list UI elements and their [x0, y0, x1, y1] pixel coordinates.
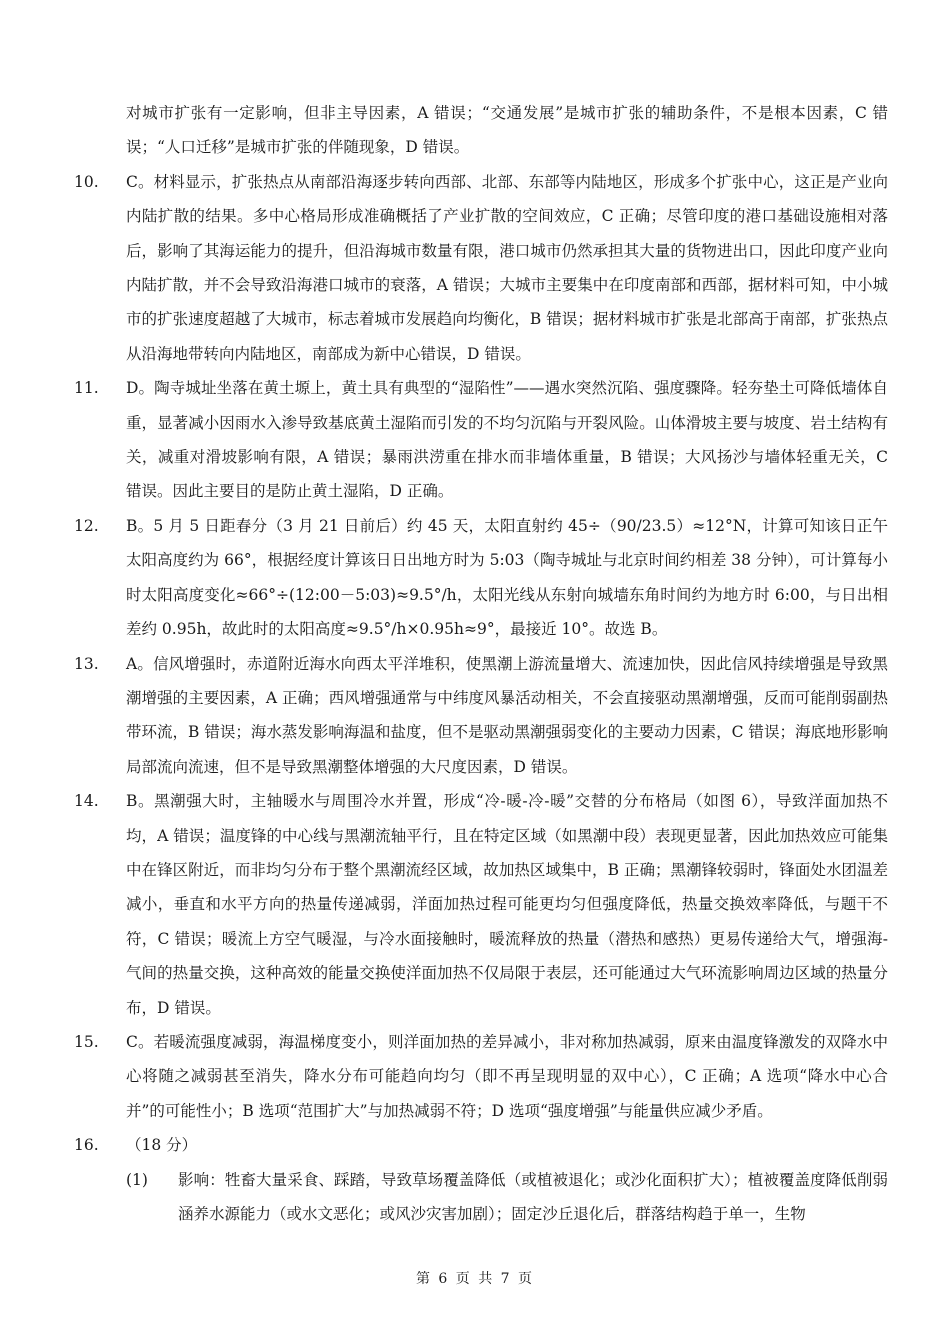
item-number: 11.	[74, 379, 99, 398]
sub-item-text: 影响：牲畜大量采食、踩踏，导致草场覆盖降低（或植被退化；或沙化面积扩大）；植被覆盖度降低削弱涵养水源能力（或水文恶化；或风沙灾害加剧）；固定沙丘退化后，群落结构趋于单一，生物	[178, 1170, 888, 1223]
answer-content	[74, 96, 888, 1231]
item-number: 12.	[74, 516, 99, 535]
sub-item-number: (1)	[126, 1170, 148, 1189]
item-number: 14.	[74, 792, 99, 811]
item-text: D。陶寺城址坐落在黄土塬上，黄土具有典型的“湿陷性”——遇水突然沉陷、强度骤降。轻夯垫土可降低墙体自重，显著减小因雨水入渗导致基底黄土湿陷而引发的不均匀沉陷与开裂风险。山体滑坡主要与坡度、岩土结构有关，减重对滑坡影响有限，A 错误；暴雨洪涝重在排水而非墙体重量，B 错误；大风扬沙与墙体轻重无关，C 错误。因此主要目的是防止黄土湿陷，D 正确。	[126, 379, 888, 501]
answer-sub-item-1	[74, 1163, 888, 1232]
page-footer: 第 6 页 共 7 页	[415, 1271, 535, 1287]
item-number: 10.	[74, 172, 99, 191]
answer-item-12	[74, 509, 888, 647]
intro-paragraph: 对城市扩张有一定影响，但非主导因素，A 错误；“交通发展”是城市扩张的辅助条件，不是根本因素，C 错误；“人口迁移”是城市扩张的伴随现象，D 错误。	[126, 104, 888, 157]
item-number: 16.	[74, 1136, 99, 1155]
item-text: B。5 月 5 日距春分（3 月 21 日前后）约 45 天，太阳直射约 45÷（90/23.5）≈12°N，计算可知该日正午太阳高度约为 66°，根据经度计算该日日出地方时为 5:03（陶寺城址与北京时间约相差 38 分钟），可计算每小时太阳高度变化≈66°÷(12:00－5:03)≈9.5°/h，太阳光线从东射向城墙东角时间约为地方时 6:00，与日出相差约 0.95h，故此时的太阳高度≈9.5°/h×0.95h≈9°，最接近 10°。故选 B。	[126, 516, 888, 639]
answer-item-14	[74, 784, 888, 1025]
item-number: 13.	[74, 654, 99, 673]
item-text: B。黑潮强大时，主轴暖水与周围冷水并置，形成“冷-暖-冷-暖”交替的分布格局（如图 6），导致洋面加热不均，A 错误；温度锋的中心线与黑潮流轴平行，且在特定区域（如黑潮中段）表现更显著，因此加热效应可能集中在锋区附近，而非均匀分布于整个黑潮流经区域，故加热区域集中，B 正确；黑潮锋较弱时，锋面处水团温差减小，垂直和水平方向的热量传递减弱，洋面加热过程可能更均匀但强度降低，热量交换效率降低，与题干不符，C 错误；暖流上方空气暖湿，与冷水面接触时，暖流释放的热量（潜热和感热）更易传递给大气，增强海-气间的热量交换，这种高效的能量交换使洋面加热不仅局限于表层，还可能通过大气环流影响周边区域的热量分布，D 错误。	[126, 792, 888, 1017]
item-text: C。材料显示，扩张热点从南部沿海逐步转向西部、北部、东部等内陆地区，形成多个扩张中心，这正是产业向内陆扩散的结果。多中心格局形成准确概括了产业扩散的空间效应，C 正确；尽管印度的港口基础设施相对落后，影响了其海运能力的提升，但沿海城市数量有限，港口城市仍然承担其大量的货物进出口，因此印度产业向内陆扩散，并不会导致沿海港口城市的衰落，A 错误；大城市主要集中在印度南部和西部，据材料可知，中小城市的扩张速度超越了大城市，标志着城市发展趋向均衡化，B 错误；据材料城市扩张是北部高于南部，扩张热点从沿海地带转向内陆地区，南部成为新中心错误，D 错误。	[126, 172, 888, 363]
item-number: 15.	[74, 1032, 99, 1051]
answer-item-15	[74, 1025, 888, 1128]
answer-item-10	[74, 165, 888, 371]
item-text: C。若暖流强度减弱，海温梯度变小，则洋面加热的差异减小，非对称加热减弱，原来由温度锋激发的双降水中心将随之减弱甚至消失，降水分布可能趋向均匀（即不再呈现明显的双中心），C 正确；A 选项“降水中心合并”的可能性小；B 选项“范围扩大”与加热减弱不符；D 选项“强度增强”与能量供应减少矛盾。	[126, 1032, 888, 1120]
item-text: （18 分）	[126, 1136, 198, 1155]
answer-item-13	[74, 647, 888, 785]
item-text: A。信风增强时，赤道附近海水向西太平洋堆积，使黑潮上游流量增大、流速加快，因此信风持续增强是导致黑潮增强的主要因素，A 正确；西风增强通常与中纬度风暴活动相关，不会直接驱动黑潮增强，反而可能削弱副热带环流，B 错误；海水蒸发影响海温和盐度，但不是驱动黑潮强弱变化的主要动力因素，C 错误；海底地形影响局部流向流速，但不是导致黑潮整体增强的大尺度因素，D 错误。	[126, 654, 888, 776]
answer-item-16	[74, 1128, 888, 1162]
answer-item-11	[74, 371, 888, 509]
